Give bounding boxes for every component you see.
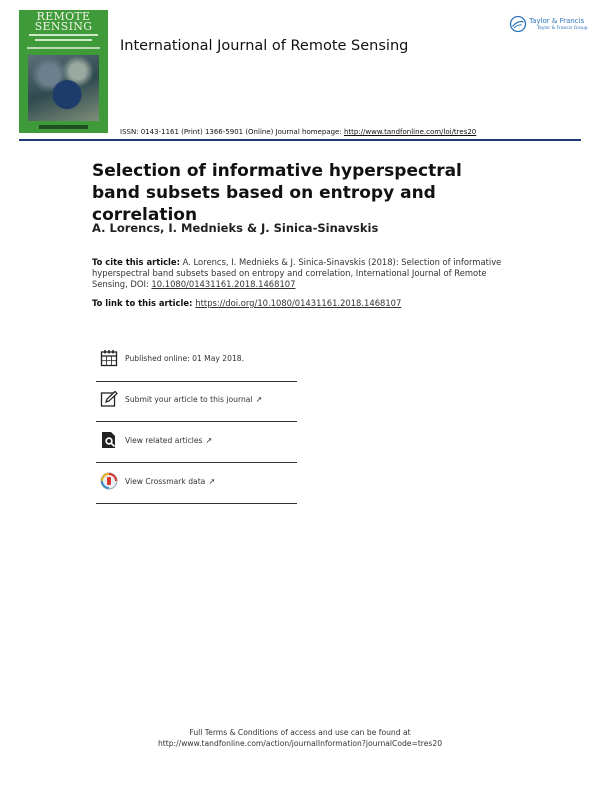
publisher-logo-icon <box>509 15 527 33</box>
published-online-item <box>96 342 296 382</box>
submit-article-link[interactable] <box>96 383 296 423</box>
cover-title-line1: REMOTE <box>36 10 91 23</box>
journal-title[interactable]: International Journal of Remote Sensing <box>120 38 409 54</box>
related-articles-link[interactable] <box>96 424 296 464</box>
header-divider <box>19 139 581 141</box>
search-document-icon <box>100 431 118 449</box>
journal-cover-image <box>19 10 108 133</box>
footer-line1: Full Terms & Conditions of access and use can be found at <box>189 728 411 737</box>
cover-title-line2: SENSING <box>34 20 93 33</box>
issn-text: ISSN: 0143-1161 (Print) 1366-5901 (Online) Journal homepage: <box>120 128 344 136</box>
cover-decoration <box>35 39 92 41</box>
article-link-line <box>92 298 401 308</box>
citation-label: To cite this article: <box>92 257 180 267</box>
publisher-name: Taylor & Francis <box>529 17 585 25</box>
related-articles-label <box>125 436 212 445</box>
external-link-icon: ↗ <box>255 395 263 404</box>
cover-decoration <box>39 125 88 129</box>
crossmark-icon <box>100 472 118 490</box>
footer <box>0 727 600 749</box>
issn-line <box>120 128 476 136</box>
divider <box>96 503 297 504</box>
citation-block <box>92 257 512 290</box>
cover-decoration <box>27 47 100 49</box>
external-link-icon: ↗ <box>205 436 213 445</box>
edit-icon <box>100 390 118 408</box>
cover-decoration <box>29 34 98 36</box>
calendar-icon <box>100 349 118 367</box>
publisher-logo[interactable] <box>509 15 588 37</box>
crossmark-text: View Crossmark data <box>125 477 206 486</box>
citation-text: A. Lorencs, I. Mednieks & J. Sinica-Sinavskis (2018): Selection of informative hyperspectral band subsets based on entropy and correlation, International Journal of Remote Sensing, DOI: <box>92 257 502 289</box>
link-label: To link to this article: <box>92 298 196 308</box>
article-url-link[interactable]: https://doi.org/10.1080/01431161.2018.1468107 <box>195 298 402 308</box>
crossmark-label <box>125 477 215 486</box>
divider <box>96 462 297 463</box>
published-date-label: Published online: 01 May 2018. <box>125 354 245 363</box>
cover-satellite-image <box>28 55 99 121</box>
cover-title <box>23 12 104 32</box>
related-articles-text: View related articles <box>125 436 203 445</box>
external-link-icon: ↗ <box>208 477 216 486</box>
divider <box>96 381 297 382</box>
footer-terms-link[interactable]: http://www.tandfonline.com/action/journalInformation?journalCode=tres20 <box>157 739 443 748</box>
article-authors: A. Lorencs, I. Mednieks & J. Sinica-Sinavskis <box>92 221 379 235</box>
journal-homepage-link[interactable]: http://www.tandfonline.com/loi/tres20 <box>343 128 477 136</box>
submit-article-label <box>125 395 262 404</box>
crossmark-link[interactable] <box>96 465 296 505</box>
divider <box>96 421 297 422</box>
article-title: Selection of informative hyperspectral band subsets based on entropy and correlation <box>92 161 462 225</box>
publisher-subname: Taylor & Francis Group <box>537 26 588 31</box>
submit-article-text: Submit your article to this journal <box>125 395 253 404</box>
doi-link[interactable]: 10.1080/01431161.2018.1468107 <box>151 279 296 289</box>
